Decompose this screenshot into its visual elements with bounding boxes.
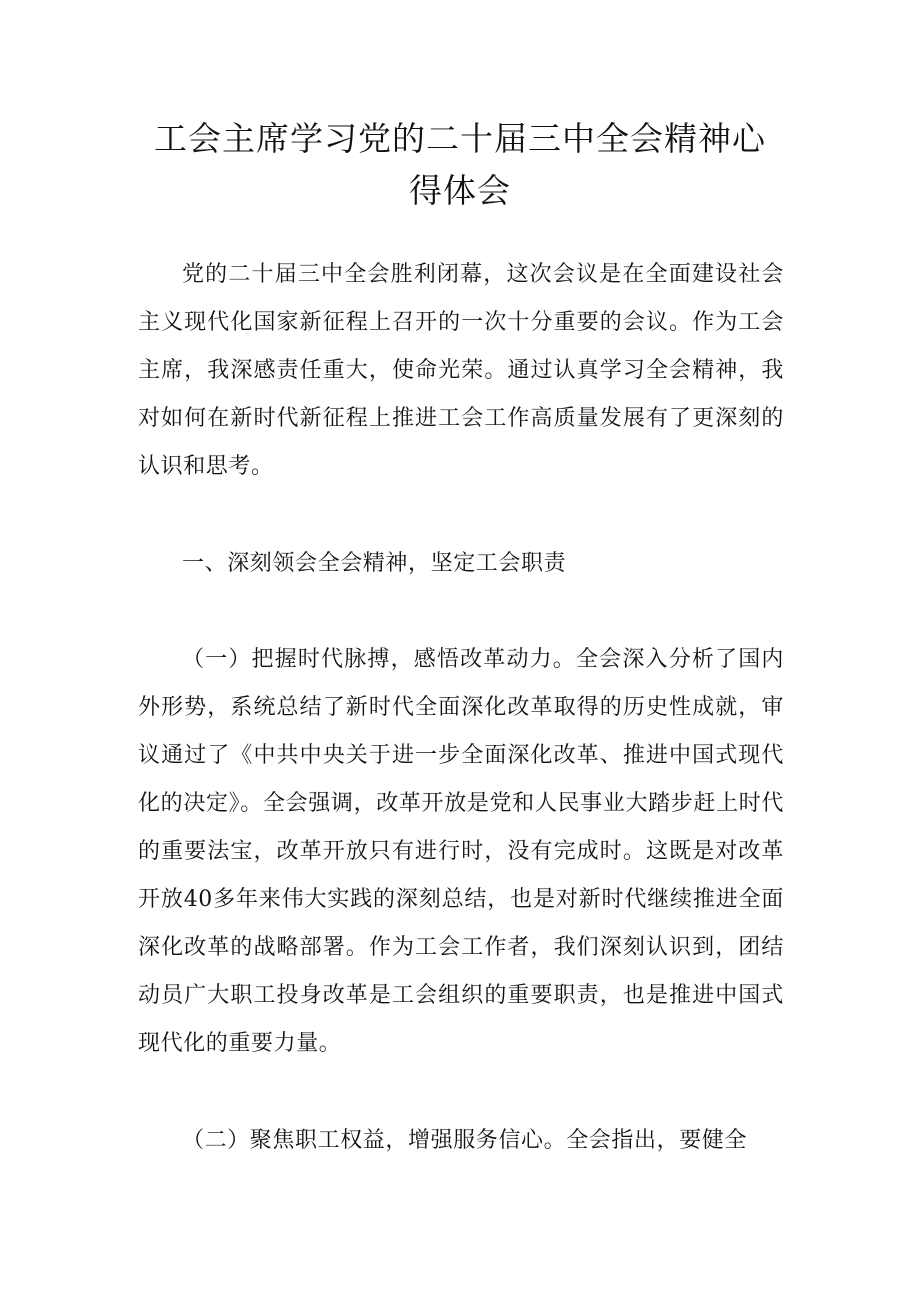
subsection-paragraph-2: （二）聚焦职工权益，增强服务信心。全会指出，要健全 xyxy=(182,1128,748,1153)
section-heading-1: 一、深刻领会全会精神，坚定工会职责 xyxy=(182,551,567,576)
document-title: 工会主席学习党的二十届三中全会精神心得体会 xyxy=(154,119,766,210)
intro-paragraph: 党的二十届三中全会胜利闭幕，这次会议是在全面建设社会主义现代化国家新征程上召开的一次十分重要的会议。作为工会主席，我深感责任重大，使命光荣。通过认真学习全会精神，我对如何在新时代新征程上推进工会工作高质量发展有了更深刻的认识和思考。 xyxy=(138,262,784,479)
subsection-paragraph-1: （一）把握时代脉搏，感悟改革动力。全会深入分析了国内外形势，系统总结了新时代全面深化改革取得的历史性成就，审议通过了《中共中央关于进一步全面深化改革、推进中国式现代化的决定》。全会强调，改革开放是党和人民事业大踏步赶上时代的重要法宝，改革开放只有进行时，没有完成时。这既是对改革开放40多年来伟大实践的深刻总结，也是对新时代继续推进全面深化改革的战略部署。作为工会工作者，我们深刻认识到，团结动员广大职工投身改革是工会组织的重要职责，也是推进中国式现代化的重要力量。 xyxy=(138,647,784,1056)
